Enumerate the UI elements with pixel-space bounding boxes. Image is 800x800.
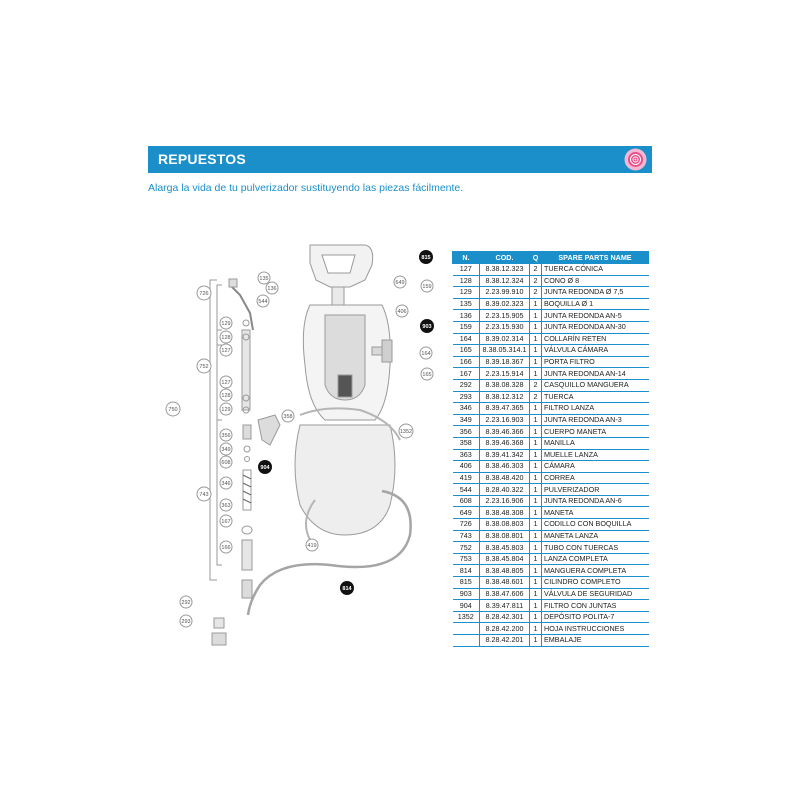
part-code-cell: 8.38.05.314.1	[480, 345, 530, 357]
column-header-quantity: Q	[530, 252, 542, 264]
table-row	[453, 321, 649, 333]
callout-815: 815	[421, 255, 431, 261]
part-quantity-cell: 1	[530, 345, 542, 357]
table-row	[453, 461, 649, 473]
part-code-cell: 2.23.15.905	[480, 310, 530, 322]
part-code-cell: 2.23.99.910	[480, 287, 530, 299]
part-code-cell: 8.39.47.365	[480, 403, 530, 415]
part-name-cell: TUBO CON TUERCAS	[542, 542, 649, 554]
part-quantity-cell: 1	[530, 495, 542, 507]
table-row	[453, 414, 649, 426]
part-number-cell: 814	[453, 565, 480, 577]
part-code-cell: 8.28.40.322	[480, 484, 530, 496]
callout-363: 363	[221, 503, 231, 509]
part-number-cell: 127	[453, 264, 480, 276]
part-quantity-cell: 1	[530, 565, 542, 577]
table-row	[453, 588, 649, 600]
part-number-cell: 419	[453, 472, 480, 484]
part-number-cell: 164	[453, 333, 480, 345]
part-name-cell: JUNTA REDONDA Ø 7,5	[542, 287, 649, 299]
table-row	[453, 542, 649, 554]
subtitle-text: Alarga la vida de tu pulverizador sustituyendo las piezas fácilmente.	[148, 182, 464, 194]
part-quantity-cell: 1	[530, 530, 542, 542]
table-row	[453, 519, 649, 531]
part-number-cell	[453, 623, 480, 635]
part-number-cell	[453, 635, 480, 647]
part-name-cell: CORREA	[542, 472, 649, 484]
part-quantity-cell: 1	[530, 333, 542, 345]
table-row	[453, 356, 649, 368]
part-quantity-cell: 2	[530, 287, 542, 299]
part-quantity-cell: 1	[530, 437, 542, 449]
part-quantity-cell: 1	[530, 484, 542, 496]
part-number-cell: 815	[453, 577, 480, 589]
part-number-cell: 129	[453, 287, 480, 299]
part-code-cell: 8.38.46.303	[480, 461, 530, 473]
part-code-cell: 2.23.15.930	[480, 321, 530, 333]
part-quantity-cell: 1	[530, 542, 542, 554]
table-row	[453, 623, 649, 635]
table-row	[453, 298, 649, 310]
table-row	[453, 368, 649, 380]
part-name-cell: PULVERIZADOR	[542, 484, 649, 496]
part-name-cell: JUNTA REDONDA AN-5	[542, 310, 649, 322]
callout-165: 165	[422, 372, 432, 378]
part-code-cell: 8.38.48.805	[480, 565, 530, 577]
callout-166: 166	[221, 545, 231, 551]
part-code-cell: 2.23.15.914	[480, 368, 530, 380]
part-code-cell: 8.38.45.804	[480, 553, 530, 565]
part-code-cell: 8.39.02.314	[480, 333, 530, 345]
part-name-cell: MANETA	[542, 507, 649, 519]
part-number-cell: 726	[453, 519, 480, 531]
callout-128-top: 128	[221, 335, 231, 341]
callout-649: 649	[395, 280, 405, 286]
part-name-cell: COLLARÍN RETEN	[542, 333, 649, 345]
exploded-parts-diagram	[150, 235, 450, 655]
callout-349: 349	[221, 447, 231, 453]
part-name-cell: VÁLVULA DE SEGURIDAD	[542, 588, 649, 600]
part-quantity-cell: 1	[530, 321, 542, 333]
spare-parts-table	[452, 251, 649, 647]
part-code-cell: 8.39.46.368	[480, 437, 530, 449]
part-number-cell: 356	[453, 426, 480, 438]
table-row	[453, 333, 649, 345]
callout-750: 750	[168, 407, 178, 413]
table-row	[453, 611, 649, 623]
part-number-cell: 544	[453, 484, 480, 496]
part-number-cell: 608	[453, 495, 480, 507]
part-code-cell: 8.38.08.328	[480, 379, 530, 391]
column-header-code: COD.	[480, 252, 530, 264]
callout-135: 135	[259, 276, 269, 282]
part-code-cell: 8.38.48.308	[480, 507, 530, 519]
table-row	[453, 437, 649, 449]
part-number-cell: 165	[453, 345, 480, 357]
part-number-cell: 349	[453, 414, 480, 426]
part-name-cell: EMBALAJE	[542, 635, 649, 647]
part-number-cell: 159	[453, 321, 480, 333]
part-number-cell: 1352	[453, 611, 480, 623]
spray-target-icon	[623, 147, 648, 172]
part-quantity-cell: 1	[530, 623, 542, 635]
part-name-cell: BOQUILLA Ø 1	[542, 298, 649, 310]
part-quantity-cell: 1	[530, 577, 542, 589]
part-number-cell: 743	[453, 530, 480, 542]
table-row	[453, 553, 649, 565]
part-quantity-cell: 1	[530, 426, 542, 438]
part-name-cell: TUERCA	[542, 391, 649, 403]
table-row	[453, 635, 649, 647]
part-number-cell: 903	[453, 588, 480, 600]
part-quantity-cell: 1	[530, 356, 542, 368]
part-code-cell: 8.39.47.811	[480, 600, 530, 612]
part-number-cell: 752	[453, 542, 480, 554]
part-number-cell: 293	[453, 391, 480, 403]
part-number-cell: 649	[453, 507, 480, 519]
part-quantity-cell: 1	[530, 449, 542, 461]
part-number-cell: 753	[453, 553, 480, 565]
table-row	[453, 565, 649, 577]
table-row	[453, 391, 649, 403]
part-code-cell: 8.38.12.312	[480, 391, 530, 403]
callout-129-top: 129	[221, 321, 231, 327]
callout-904: 904	[260, 465, 270, 471]
part-quantity-cell: 1	[530, 519, 542, 531]
callout-358: 358	[283, 414, 293, 420]
part-name-cell: MUELLE LANZA	[542, 449, 649, 461]
part-quantity-cell: 1	[530, 298, 542, 310]
table-row	[453, 530, 649, 542]
part-name-cell: TUERCA CÓNICA	[542, 264, 649, 276]
callout-127-top: 127	[221, 348, 231, 354]
table-row	[453, 310, 649, 322]
part-code-cell: 8.38.45.803	[480, 542, 530, 554]
part-name-cell: CASQUILLO MANGUERA	[542, 379, 649, 391]
part-name-cell: MANETA LANZA	[542, 530, 649, 542]
part-name-cell: FILTRO CON JUNTAS	[542, 600, 649, 612]
table-row	[453, 484, 649, 496]
part-number-cell: 135	[453, 298, 480, 310]
part-code-cell: 8.39.46.366	[480, 426, 530, 438]
part-code-cell: 8.28.42.201	[480, 635, 530, 647]
part-name-cell: JUNTA REDONDA AN-14	[542, 368, 649, 380]
part-quantity-cell: 1	[530, 403, 542, 415]
part-name-cell: CODILLO CON BOQUILLA	[542, 519, 649, 531]
part-name-cell: CILINDRO COMPLETO	[542, 577, 649, 589]
callout-292: 292	[181, 600, 191, 606]
part-quantity-cell: 1	[530, 472, 542, 484]
part-number-cell: 904	[453, 600, 480, 612]
part-quantity-cell: 1	[530, 553, 542, 565]
page-title: REPUESTOS	[158, 151, 246, 167]
callout-544: 544	[258, 299, 268, 305]
part-name-cell: VÁLVULA CÁMARA	[542, 345, 649, 357]
callout-752: 752	[199, 364, 209, 370]
part-code-cell: 8.28.42.301	[480, 611, 530, 623]
callout-743: 743	[199, 492, 209, 498]
callout-814: 814	[342, 586, 352, 592]
callout-129-bottom: 129	[221, 407, 231, 413]
part-code-cell: 8.39.18.367	[480, 356, 530, 368]
part-quantity-cell: 2	[530, 379, 542, 391]
table-row	[453, 600, 649, 612]
part-code-cell: 8.39.02.323	[480, 298, 530, 310]
part-name-cell: JUNTA REDONDA AN-30	[542, 321, 649, 333]
part-quantity-cell: 1	[530, 310, 542, 322]
part-quantity-cell: 2	[530, 275, 542, 287]
part-number-cell: 346	[453, 403, 480, 415]
part-name-cell: DEPÓSITO POLITA-7	[542, 611, 649, 623]
callout-406: 406	[397, 309, 407, 315]
part-name-cell: JUNTA REDONDA AN-3	[542, 414, 649, 426]
callout-608: 608	[221, 460, 231, 466]
part-number-cell: 136	[453, 310, 480, 322]
part-quantity-cell: 2	[530, 391, 542, 403]
part-name-cell: FILTRO LANZA	[542, 403, 649, 415]
part-quantity-cell: 1	[530, 368, 542, 380]
table-row	[453, 577, 649, 589]
part-number-cell: 167	[453, 368, 480, 380]
callout-293: 293	[181, 619, 191, 625]
part-code-cell: 8.38.48.420	[480, 472, 530, 484]
callout-159: 159	[422, 284, 432, 290]
callout-346: 346	[221, 481, 231, 487]
part-quantity-cell: 1	[530, 588, 542, 600]
callout-419: 419	[307, 543, 317, 549]
table-row	[453, 507, 649, 519]
part-name-cell: CONO Ø 8	[542, 275, 649, 287]
table-header-row	[453, 252, 649, 264]
part-name-cell: PORTA FILTRO	[542, 356, 649, 368]
part-quantity-cell: 1	[530, 611, 542, 623]
part-quantity-cell: 2	[530, 264, 542, 276]
header-banner	[148, 146, 652, 173]
part-name-cell: MANILLA	[542, 437, 649, 449]
part-code-cell: 8.38.08.801	[480, 530, 530, 542]
table-row	[453, 264, 649, 276]
table-row	[453, 275, 649, 287]
callout-127-bottom: 127	[221, 380, 231, 386]
table-row	[453, 345, 649, 357]
table-row	[453, 472, 649, 484]
table-row	[453, 426, 649, 438]
part-name-cell: CÁMARA	[542, 461, 649, 473]
part-name-cell: MANGUERA COMPLETA	[542, 565, 649, 577]
part-name-cell: JUNTA REDONDA AN-6	[542, 495, 649, 507]
callout-128-bottom: 128	[221, 393, 231, 399]
part-number-cell: 363	[453, 449, 480, 461]
part-quantity-cell: 1	[530, 507, 542, 519]
part-number-cell: 292	[453, 379, 480, 391]
part-name-cell: LANZA COMPLETA	[542, 553, 649, 565]
table-row	[453, 403, 649, 415]
table-row	[453, 287, 649, 299]
part-quantity-cell: 1	[530, 600, 542, 612]
part-code-cell: 8.38.12.324	[480, 275, 530, 287]
table-row	[453, 495, 649, 507]
callout-903: 903	[422, 324, 432, 330]
callout-356: 356	[221, 433, 231, 439]
part-quantity-cell: 1	[530, 635, 542, 647]
part-number-cell: 358	[453, 437, 480, 449]
part-number-cell: 166	[453, 356, 480, 368]
column-header-name: SPARE PARTS NAME	[542, 252, 649, 264]
column-header-number: N.	[453, 252, 480, 264]
part-number-cell: 128	[453, 275, 480, 287]
part-quantity-cell: 1	[530, 461, 542, 473]
part-number-cell: 406	[453, 461, 480, 473]
part-code-cell: 8.38.48.601	[480, 577, 530, 589]
part-code-cell: 2.23.16.906	[480, 495, 530, 507]
callout-136: 136	[267, 286, 277, 292]
callout-726: 726	[199, 291, 209, 297]
part-quantity-cell: 1	[530, 414, 542, 426]
part-code-cell: 8.38.47.606	[480, 588, 530, 600]
part-code-cell: 8.39.41.342	[480, 449, 530, 461]
part-name-cell: HOJA INSTRUCCIONES	[542, 623, 649, 635]
callout-167: 167	[221, 519, 231, 525]
part-code-cell: 8.28.42.200	[480, 623, 530, 635]
part-code-cell: 8.38.12.323	[480, 264, 530, 276]
part-code-cell: 8.38.08.803	[480, 519, 530, 531]
callout-164: 164	[421, 351, 431, 357]
part-name-cell: CUERPO MANETA	[542, 426, 649, 438]
part-code-cell: 2.23.16.903	[480, 414, 530, 426]
table-row	[453, 379, 649, 391]
table-row	[453, 449, 649, 461]
callout-1352: 1352	[399, 429, 413, 435]
